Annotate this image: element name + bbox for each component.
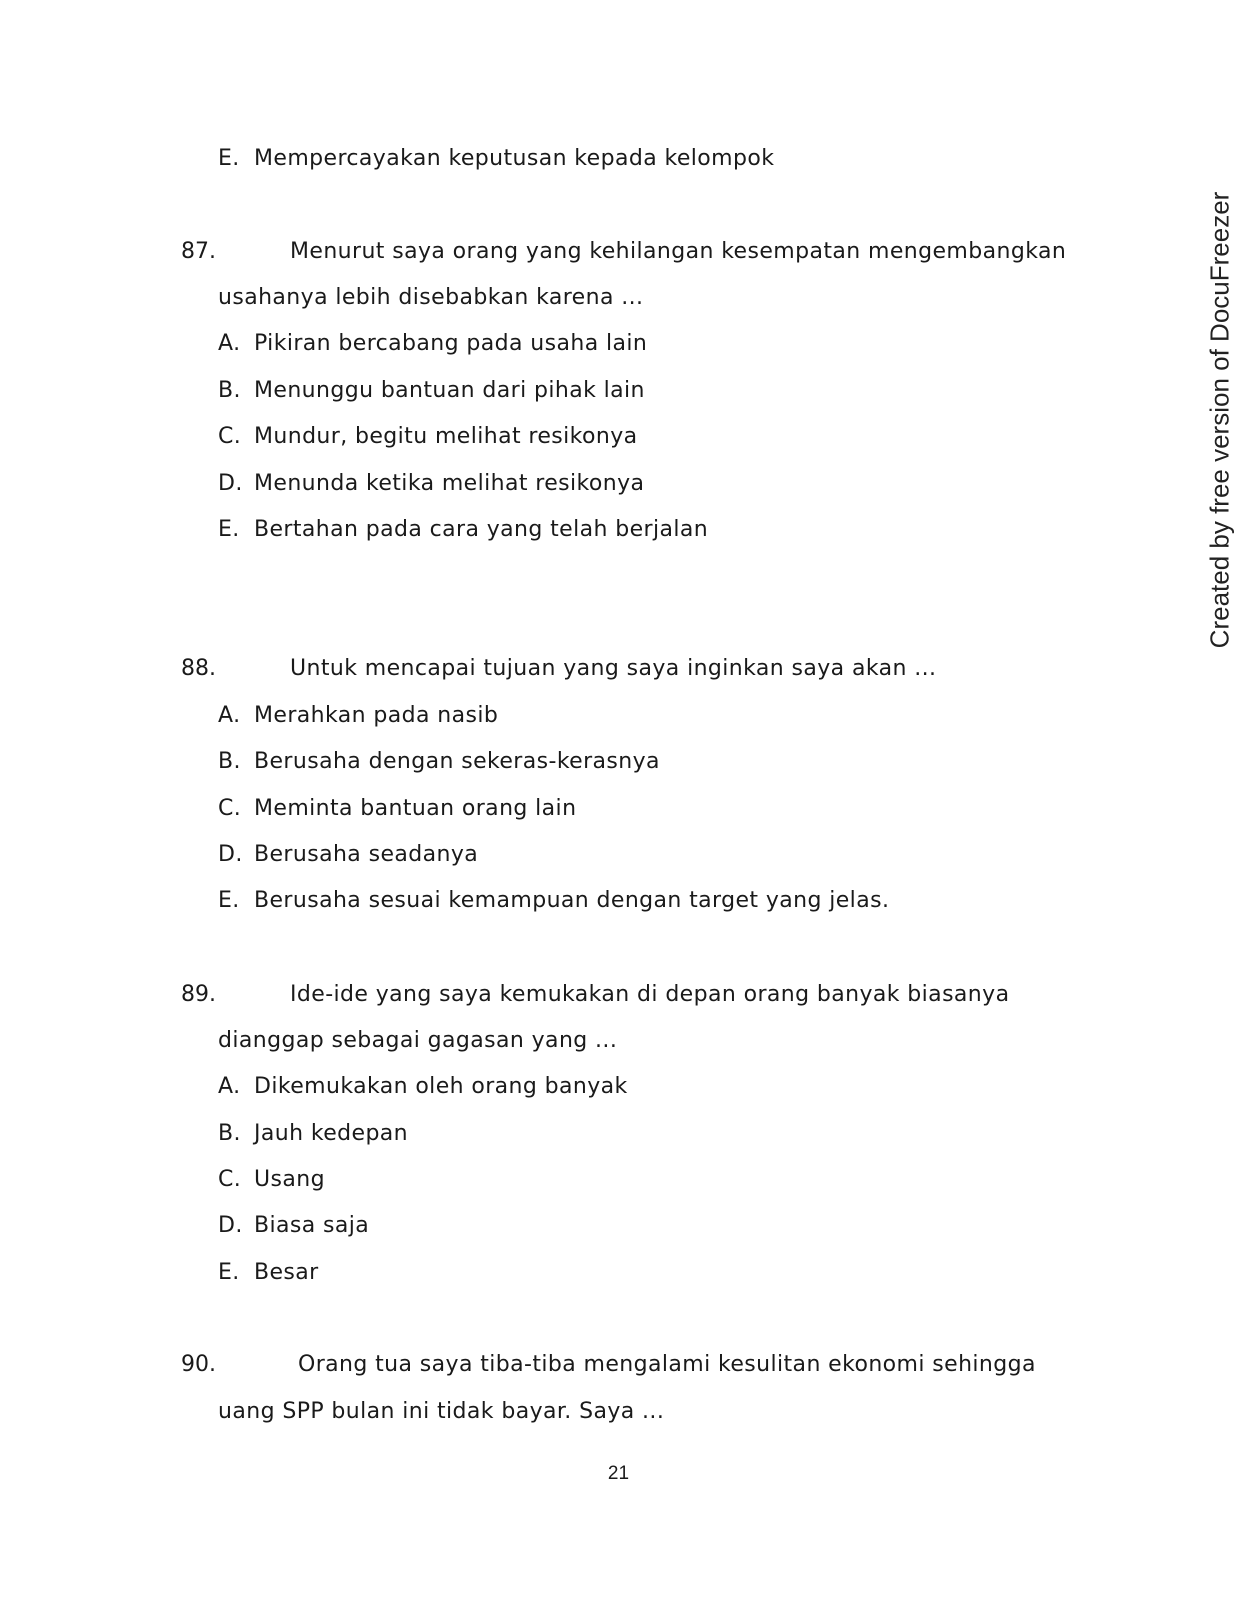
option-b: B. Berusaha dengan sekeras-kerasnya xyxy=(218,749,660,774)
option-b: B. Jauh kedepan xyxy=(218,1121,409,1146)
option-a: A. Dikemukakan oleh orang banyak xyxy=(218,1074,628,1099)
option-c: C. Usang xyxy=(218,1167,325,1192)
question-text: Orang tua saya tiba-tiba mengalami kesulitan ekonomi sehingga xyxy=(298,1352,1036,1377)
option-a: A. Merahkan pada nasib xyxy=(218,703,499,728)
option-e: E. Berusaha sesuai kemampuan dengan target yang jelas. xyxy=(218,888,890,913)
question-text: Ide-ide yang saya kemukakan di depan orang banyak biasanya xyxy=(290,982,1010,1007)
option-e-previous: E. Mempercayakan keputusan kepada kelompok xyxy=(218,146,775,171)
option-e: E. Bertahan pada cara yang telah berjalan xyxy=(218,517,709,542)
question-number: 89. xyxy=(181,982,216,1007)
option-b: B. Menunggu bantuan dari pihak lain xyxy=(218,378,645,403)
page-number: 21 xyxy=(607,1463,630,1484)
question-number: 90. xyxy=(181,1352,216,1377)
question-text: Untuk mencapai tujuan yang saya inginkan saya akan ... xyxy=(290,656,937,681)
question-number: 87. xyxy=(181,239,216,264)
option-d: D. Berusaha seadanya xyxy=(218,842,479,867)
option-c: C. Mundur, begitu melihat resikonya xyxy=(218,424,638,449)
option-a: A. Pikiran bercabang pada usaha lain xyxy=(218,331,648,356)
question-text-continued: dianggap sebagai gagasan yang ... xyxy=(218,1028,618,1053)
question-text-continued: usahanya lebih disebabkan karena ... xyxy=(218,285,644,310)
question-text: Menurut saya orang yang kehilangan kesempatan mengembangkan xyxy=(290,239,1067,264)
option-c: C. Meminta bantuan orang lain xyxy=(218,796,577,821)
watermark: Created by free version of DocuFreezer xyxy=(1204,191,1235,649)
option-d: D. Menunda ketika melihat resikonya xyxy=(218,471,645,496)
question-text-continued: uang SPP bulan ini tidak bayar. Saya ... xyxy=(218,1399,665,1424)
question-number: 88. xyxy=(181,656,216,681)
option-e: E. Besar xyxy=(218,1260,319,1285)
option-d: D. Biasa saja xyxy=(218,1213,370,1238)
